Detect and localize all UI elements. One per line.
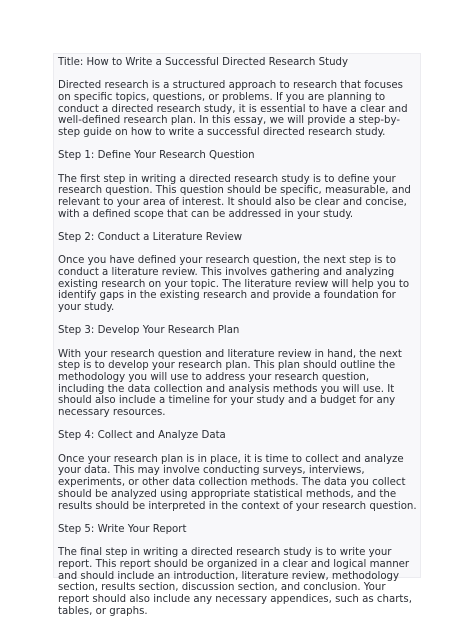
step-5-heading: Step 5: Write Your Report (58, 523, 187, 535)
step-1-body: The first step in writing a directed research study is to define your research question. This question should be specific, measurable, and relevant to your area of interest. It should also be clear and concise, with a defined scope that can be addressed in your study. (58, 173, 411, 220)
step-5-body: The final step in writing a directed research study is to write your report. This report should be organized in a clear and logical manner and should include an introduction, literature review, methodology section, results section, discussion section, and conclusion. Your report should also include any necessary appendices, such as charts, tables, or graphs. (58, 547, 412, 617)
step-4-body: Once your research plan is in place, it is time to collect and analyze your data. This may involve conducting surveys, interviews, experiments, or other data collection methods. The data you collect should be analyzed using appropriate statistical methods, and the results should be interpreted in the context of your research question. (58, 453, 417, 512)
step-4-heading: Step 4: Collect and Analyze Data (58, 430, 226, 442)
step-1-heading: Step 1: Define Your Research Question (58, 150, 255, 162)
document-page (53, 53, 421, 617)
step-2-heading: Step 2: Conduct a Literature Review (58, 231, 243, 243)
intro-paragraph: Directed research is a structured approach to research that focuses on specific topics, questions, or problems. If you are planning to conduct a directed research study, it is essential to have a clear and well-defined research plan. In this essay, we will provide a step-by-step guide on how to write a successful directed research study. (58, 80, 408, 138)
step-2-body: Once you have defined your research question, the next step is to conduct a literature review. This involves gathering and analyzing existing research on your topic. The literature review will help you to identify gaps in the existing research and provide a foundation for your study. (58, 255, 410, 314)
step-3-heading: Step 3: Develop Your Research Plan (58, 325, 240, 337)
document-title: Title: How to Write a Successful Directed Research Study (58, 57, 349, 68)
step-3-body: With your research question and literature review in hand, the next step is to develop your research plan. This plan should outline the methodology you will use to address your research question, including the data collection and analysis methods you will use. It should also include a timeline for your study and a budget for any necessary resources. (58, 348, 402, 419)
